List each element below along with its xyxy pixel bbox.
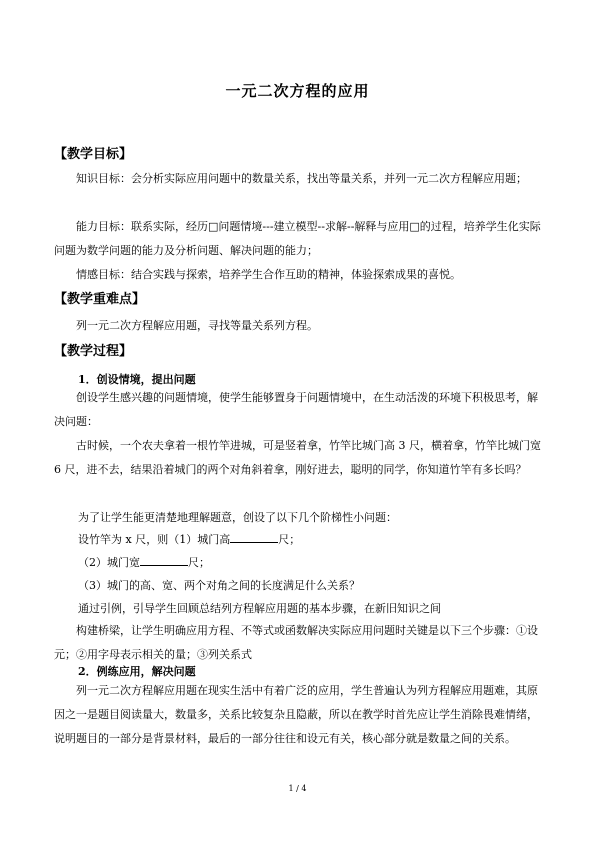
review-line: 通过引例，引导学生回顾总结列方程解应用题的基本步骤，在新旧知识之间: [78, 602, 441, 615]
question-1-blank: [230, 531, 278, 543]
section-heading-goals: 【教学目标】: [54, 147, 133, 162]
key-points-paragraph: 列一元二次方程解应用题，寻找等量关系列方程。: [76, 319, 318, 332]
ability-goal-paragraph: 能力目标：联系实际，经历□问题情境---建立模型--求解--解释与应用□的过程，培养学生化实际问题为数学问题的能力及分析问题、解决问题的能力；: [54, 220, 541, 257]
section-heading-key-points: 【教学重难点】: [54, 292, 146, 307]
page-number: 1 / 4: [288, 784, 307, 793]
step1-title: 1．创设情境，提出问题: [78, 373, 196, 386]
step1-intro-paragraph: 创设学生感兴趣的问题情境，使学生能够置身于问题情境中，在生动活泼的环境下积极思考，解决问题：: [54, 391, 538, 428]
question-2-blank: [140, 554, 188, 566]
question-2-prefix: （2）城门宽: [78, 556, 140, 569]
step2-paragraph: 列一元二次方程解应用题在现实生活中有着广泛的应用，学生普遍认为列方程解应用题难，其原因之一是题目阅读量大，数量多，关系比较复杂且隐蔽，所以在教学时首先应让学生消除畏难情绪，说明题目的一部分是背景材料，最后的一部分往往和设元有关，核心部分就是数量之间的关系。: [54, 684, 538, 745]
question-1-suffix: 尺；: [278, 533, 301, 546]
question-1-prefix: 设竹竿为 x 尺，则（1）城门高: [78, 533, 231, 546]
step2-title: 2．例练应用，解决问题: [78, 665, 196, 678]
emotion-goal-paragraph: 情感目标：结合实践与探索，培养学生合作互助的精神，体验探索成果的喜悦。: [76, 268, 461, 281]
ladder-intro: 为了让学生能更清楚地理解题意，创设了以下几个阶梯性小问题：: [78, 511, 397, 524]
question-2-suffix: 尺；: [188, 556, 210, 569]
question-2: [78, 551, 210, 575]
knowledge-goal-paragraph: 知识目标：会分析实际应用问题中的数量关系，找出等量关系，并列一元二次方程解应用题；: [76, 172, 527, 185]
story-paragraph: 古时候，一个农夫拿着一根竹竿进城，可是竖着拿，竹竿比城门高 3 尺，横着拿，竹竿比城门宽 6 尺，进不去，结果沿着城门的两个对角斜着拿，刚好进去，聪明的同学，你知道竹竿有多长吗？: [54, 439, 541, 476]
bridge-paragraph: 构建桥梁，让学生明确应用方程、不等式或函数解决实际应用问题时关键是以下三个步骤：①设元；②用字母表示相关的量；③列关系式: [54, 624, 538, 661]
question-3: （3）城门的高、宽、两个对角之间的长度满足什么关系？: [78, 579, 360, 592]
document-title: 一元二次方程的应用: [225, 82, 370, 100]
section-heading-process: 【教学过程】: [54, 344, 133, 359]
question-1: [78, 528, 300, 552]
